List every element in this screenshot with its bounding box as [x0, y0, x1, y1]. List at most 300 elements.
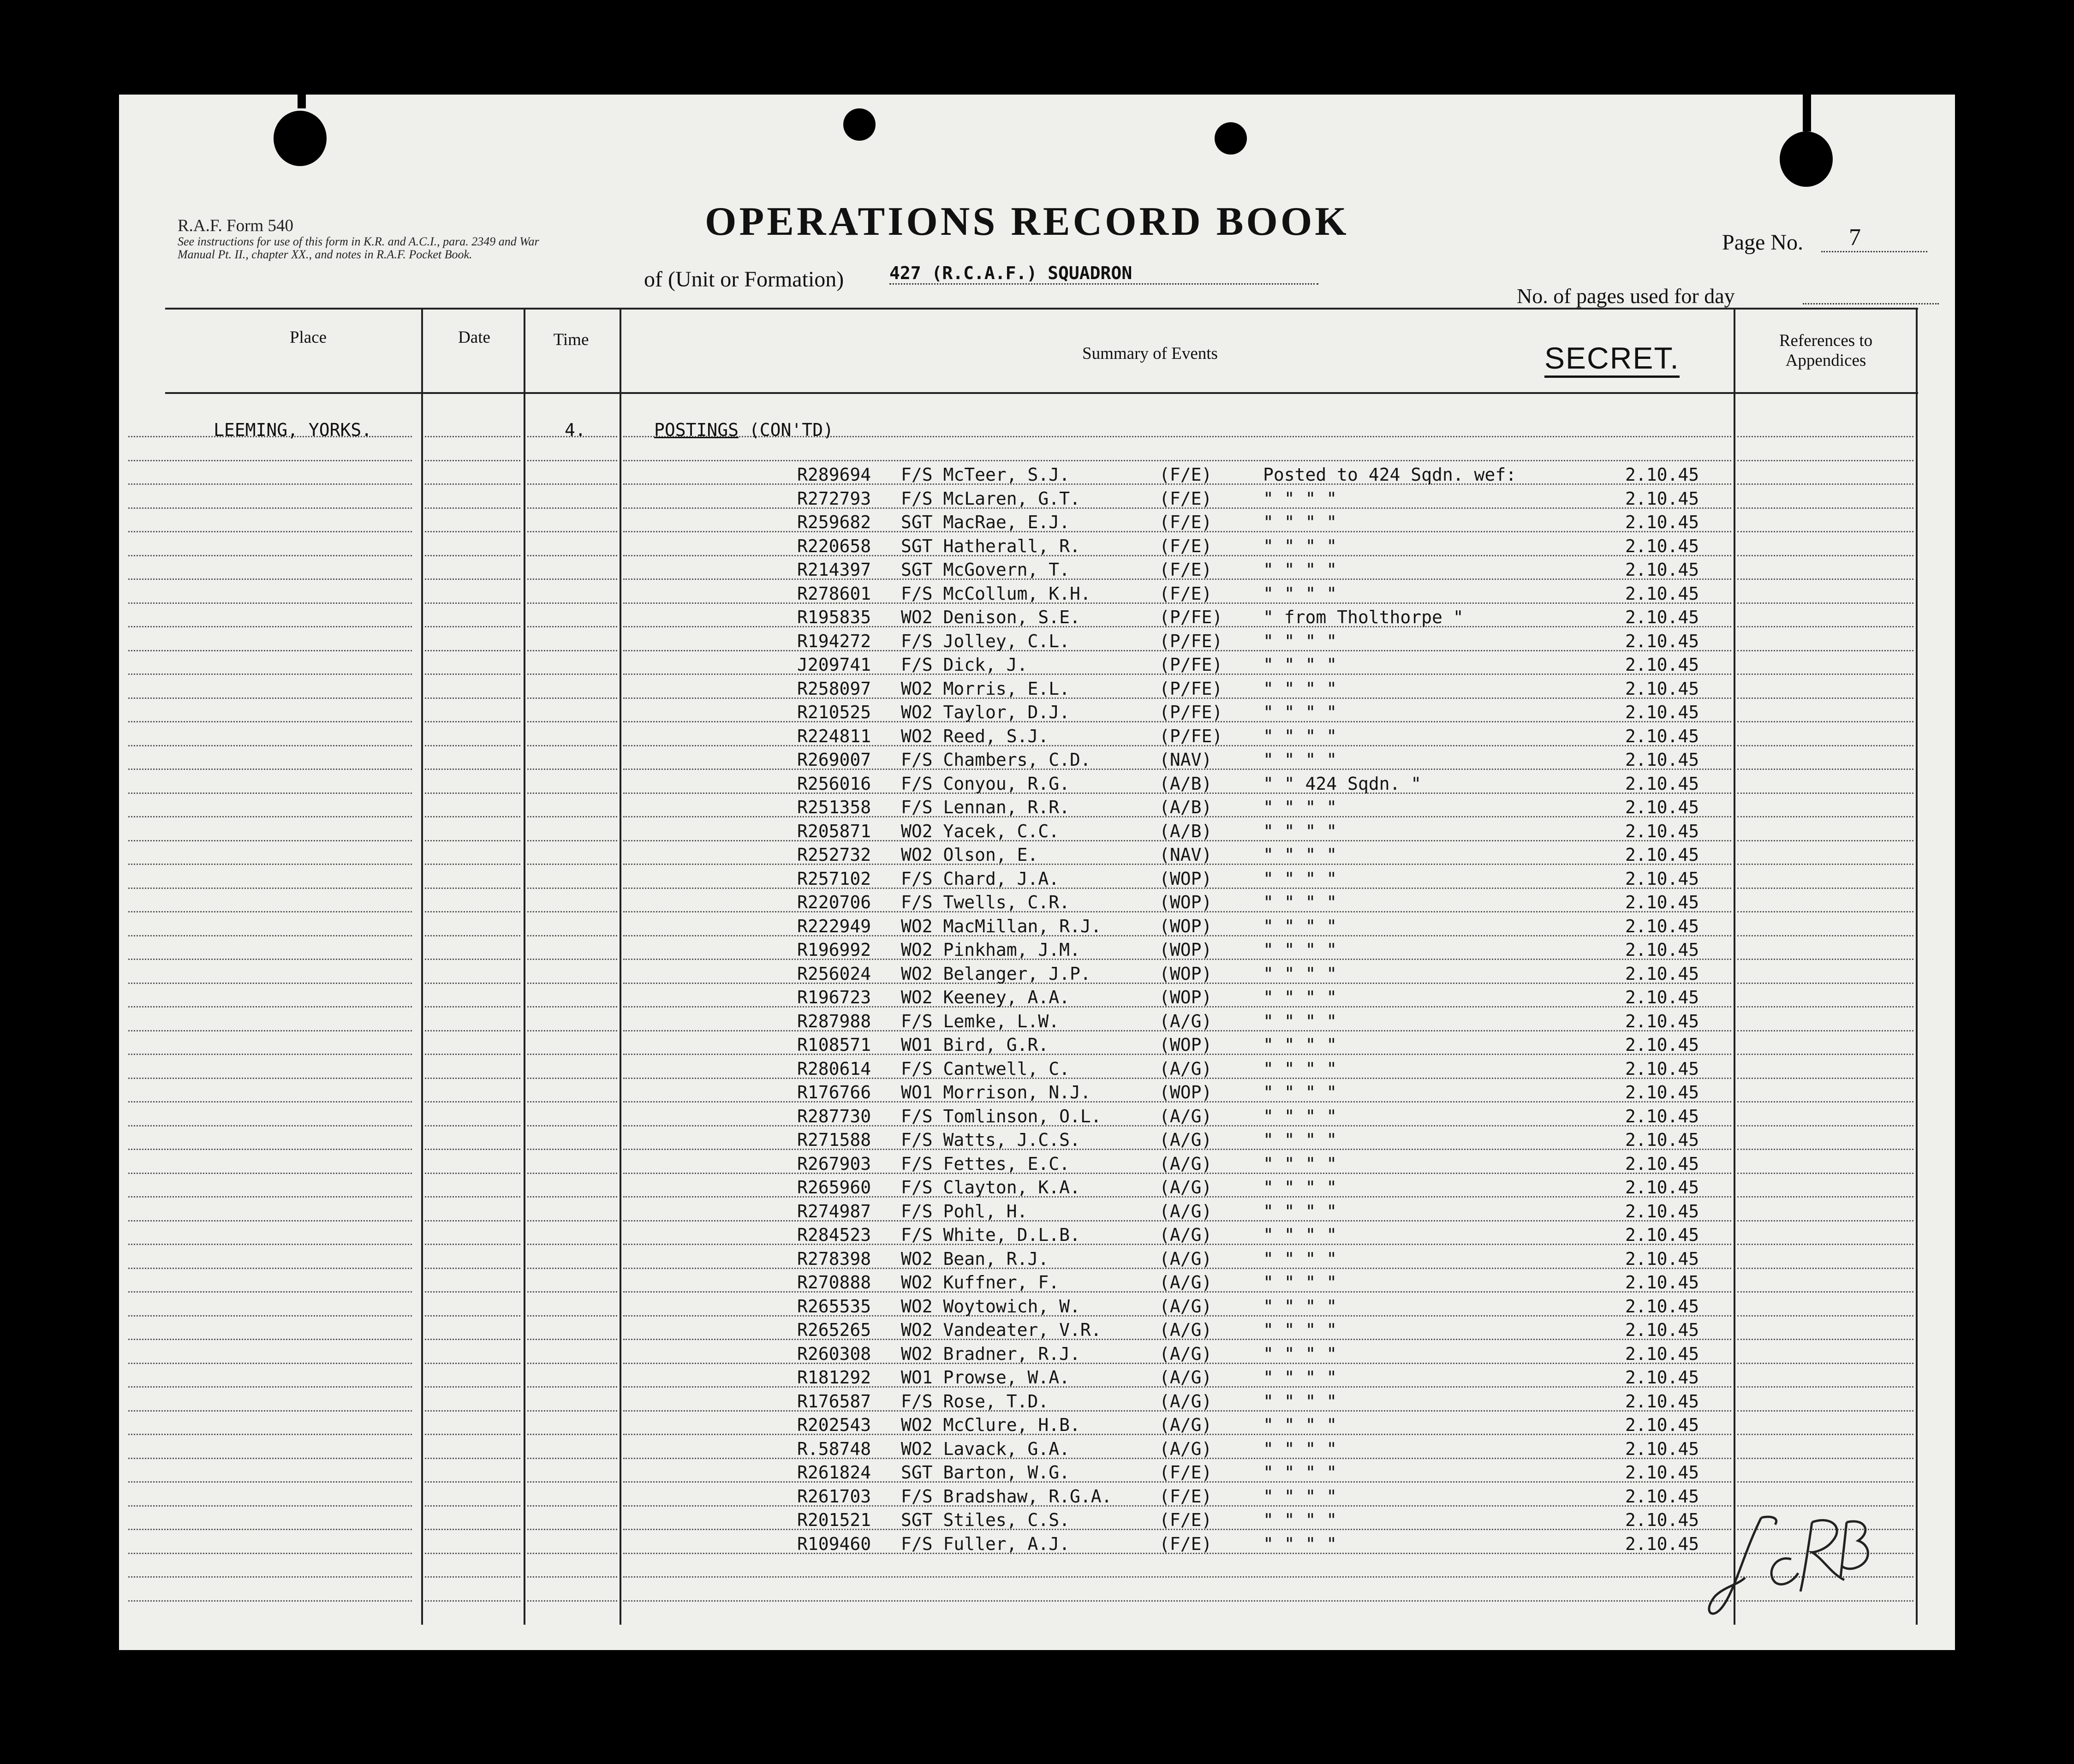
- posting-name: WO2 Pinkham, J.M.: [901, 940, 1080, 960]
- posting-note: " from Tholthorpe ": [1263, 607, 1464, 627]
- ruled-line: [128, 816, 412, 817]
- ruled-line: [128, 650, 412, 651]
- posting-note: " " " ": [1263, 940, 1337, 960]
- ruled-line: [527, 1149, 617, 1150]
- page-title: OPERATIONS RECORD BOOK: [705, 199, 1349, 244]
- ruled-line: [623, 1600, 1731, 1602]
- ruled-line: [527, 1173, 617, 1174]
- ruled-line: [425, 888, 520, 889]
- ruled-line: [425, 1505, 520, 1507]
- posting-name: WO2 Belanger, J.P.: [901, 964, 1091, 984]
- summary-references-divider: [1734, 308, 1735, 1625]
- posting-name: F/S McTeer, S.J.: [901, 465, 1070, 485]
- posting-service-number: R194272: [797, 631, 871, 651]
- posting-date: 2.10.45: [1625, 987, 1699, 1007]
- posting-note: " " " ": [1263, 1011, 1337, 1031]
- posting-trade: (P/FE): [1159, 679, 1223, 699]
- ruled-line: [425, 507, 520, 509]
- ruled-line: [1737, 673, 1913, 675]
- posting-service-number: R267903: [797, 1154, 871, 1174]
- ruled-line: [1737, 460, 1913, 461]
- posting-service-number: R222949: [797, 916, 871, 936]
- ruled-line: [128, 935, 412, 936]
- posting-date: 2.10.45: [1625, 1154, 1699, 1174]
- posting-date: 2.10.45: [1625, 1486, 1699, 1507]
- posting-date: 2.10.45: [1625, 821, 1699, 841]
- posting-note: " " " ": [1263, 821, 1337, 841]
- posting-date: 2.10.45: [1625, 702, 1699, 722]
- posting-trade: (A/G): [1159, 1130, 1212, 1150]
- posting-service-number: R.58748: [797, 1439, 871, 1459]
- column-header-summary: Summary of Events: [1082, 344, 1218, 363]
- posting-date: 2.10.45: [1625, 1059, 1699, 1079]
- ruled-line: [425, 626, 520, 627]
- posting-name: SGT Stiles, C.S.: [901, 1510, 1070, 1530]
- posting-name: SGT Hatherall, R.: [901, 536, 1080, 556]
- posting-service-number: R201521: [797, 1510, 871, 1530]
- posting-note: " " " ": [1263, 1391, 1337, 1412]
- ruled-line: [425, 1078, 520, 1079]
- ruled-line: [128, 840, 412, 841]
- posting-service-number: R176766: [797, 1082, 871, 1102]
- ruled-line: [527, 555, 617, 556]
- ruled-line: [527, 840, 617, 841]
- posting-service-number: R260308: [797, 1344, 871, 1364]
- ruled-line: [425, 1268, 520, 1269]
- posting-date: 2.10.45: [1625, 797, 1699, 817]
- ruled-line: [1737, 436, 1913, 437]
- posting-date: 2.10.45: [1625, 1035, 1699, 1055]
- ruled-line: [425, 436, 520, 437]
- ruled-line: [623, 1576, 1731, 1578]
- posting-date: 2.10.45: [1625, 679, 1699, 699]
- ruled-line: [128, 1410, 412, 1412]
- header-top-rule: [165, 308, 1918, 310]
- ruled-line: [425, 1458, 520, 1459]
- ruled-line: [128, 626, 412, 627]
- ruled-line: [1737, 1149, 1913, 1150]
- posting-date: 2.10.45: [1625, 1415, 1699, 1435]
- ruled-line: [527, 1291, 617, 1293]
- ruled-line: [1737, 864, 1913, 865]
- ruled-line: [1737, 650, 1913, 651]
- ruled-line: [1737, 1458, 1913, 1459]
- posting-note: " " " ": [1263, 869, 1337, 889]
- ruled-line: [623, 460, 1731, 461]
- ruled-line: [425, 602, 520, 604]
- punch-hole-center-left: [843, 108, 876, 141]
- ruled-line: [425, 531, 520, 532]
- ruled-line: [527, 1078, 617, 1079]
- posting-name: WO2 Olson, E.: [901, 845, 1038, 865]
- posting-date: 2.10.45: [1625, 1534, 1699, 1554]
- posting-trade: (F/E): [1159, 584, 1212, 604]
- ruled-line: [527, 578, 617, 580]
- posting-service-number: R196723: [797, 987, 871, 1007]
- posting-date: 2.10.45: [1625, 1462, 1699, 1483]
- posting-note: " " " ": [1263, 1367, 1337, 1388]
- posting-service-number: R196992: [797, 940, 871, 960]
- posting-trade: (A/B): [1159, 797, 1212, 817]
- time-summary-divider: [620, 308, 621, 1625]
- ruled-line: [1737, 578, 1913, 580]
- ruled-line: [128, 1291, 412, 1293]
- ruled-line: [527, 1196, 617, 1198]
- ruled-line: [425, 673, 520, 675]
- posting-name: WO1 Bird, G.R.: [901, 1035, 1049, 1055]
- posting-name: WO1 Morrison, N.J.: [901, 1082, 1091, 1102]
- ruled-line: [128, 1505, 412, 1507]
- ruled-line: [1737, 888, 1913, 889]
- posting-name: F/S Chambers, C.D.: [901, 750, 1091, 770]
- posting-service-number: J209741: [797, 655, 871, 675]
- ruled-line: [425, 769, 520, 770]
- ruled-line: [425, 1363, 520, 1364]
- ruled-line: [128, 578, 412, 580]
- posting-note: " " 424 Sqdn. ": [1263, 774, 1422, 794]
- posting-name: F/S Lennan, R.R.: [901, 797, 1070, 817]
- posting-date: 2.10.45: [1625, 1201, 1699, 1222]
- posting-date: 2.10.45: [1625, 1177, 1699, 1198]
- posting-service-number: R251358: [797, 797, 871, 817]
- ruled-line: [425, 1529, 520, 1530]
- ruled-line: [1737, 1291, 1913, 1293]
- posting-service-number: R265960: [797, 1177, 871, 1198]
- ruled-line: [425, 578, 520, 580]
- posting-service-number: R257102: [797, 869, 871, 889]
- posting-trade: (WOP): [1159, 987, 1212, 1007]
- ruled-line: [425, 1434, 520, 1435]
- ruled-line: [1737, 769, 1913, 770]
- punch-hole-slot-right: [1803, 95, 1811, 131]
- posting-service-number: R210525: [797, 702, 871, 722]
- ruled-line: [527, 816, 617, 817]
- ruled-line: [527, 1458, 617, 1459]
- ruled-line: [1737, 959, 1913, 960]
- posting-service-number: R220658: [797, 536, 871, 556]
- ruled-line: [425, 1553, 520, 1554]
- posting-trade: (A/G): [1159, 1154, 1212, 1174]
- posting-name: F/S Pohl, H.: [901, 1201, 1028, 1222]
- ruled-line: [128, 1339, 412, 1340]
- posting-note: " " " ": [1263, 1106, 1337, 1126]
- record-sheet: [119, 95, 1955, 1650]
- ruled-line: [425, 1006, 520, 1007]
- posting-date: 2.10.45: [1625, 1106, 1699, 1126]
- ruled-line: [128, 1576, 412, 1578]
- posting-trade: (P/FE): [1159, 655, 1223, 675]
- posting-note: " " " ": [1263, 1201, 1337, 1222]
- posting-service-number: R265265: [797, 1320, 871, 1340]
- ruled-line: [128, 1125, 412, 1126]
- punch-hole-left: [274, 111, 327, 166]
- posting-date: 2.10.45: [1625, 1439, 1699, 1459]
- ruled-line: [527, 1220, 617, 1222]
- ruled-line: [527, 864, 617, 865]
- posting-name: F/S Jolley, C.L.: [901, 631, 1070, 651]
- ruled-line: [1737, 1268, 1913, 1269]
- posting-name: F/S McLaren, G.T.: [901, 489, 1080, 509]
- posting-trade: (A/G): [1159, 1272, 1212, 1293]
- posting-trade: (A/G): [1159, 1367, 1212, 1388]
- ruled-line: [1737, 1410, 1913, 1412]
- ruled-line: [425, 911, 520, 912]
- ruled-line: [425, 1481, 520, 1483]
- posting-service-number: R224811: [797, 726, 871, 746]
- ruled-line: [128, 983, 412, 984]
- posting-date: 2.10.45: [1625, 560, 1699, 580]
- ruled-line: [527, 1244, 617, 1245]
- posting-trade: (P/FE): [1159, 726, 1223, 746]
- posting-note: " " " ": [1263, 584, 1337, 604]
- posting-trade: (A/G): [1159, 1059, 1212, 1079]
- ruled-line: [1737, 1434, 1913, 1435]
- ruled-line: [527, 673, 617, 675]
- ruled-line: [425, 1101, 520, 1102]
- posting-trade: (A/G): [1159, 1106, 1212, 1126]
- posting-name: F/S Watts, J.C.S.: [901, 1130, 1080, 1150]
- posting-note: " " " ": [1263, 987, 1337, 1007]
- ruled-line: [425, 816, 520, 817]
- posting-note: " " " ": [1263, 1130, 1337, 1150]
- posting-trade: (P/FE): [1159, 607, 1223, 627]
- posting-note: " " " ": [1263, 1296, 1337, 1317]
- posting-name: SGT MacRae, E.J.: [901, 512, 1070, 532]
- posting-date: 2.10.45: [1625, 536, 1699, 556]
- posting-note: " " " ": [1263, 916, 1337, 936]
- posting-trade: (A/G): [1159, 1439, 1212, 1459]
- ruled-line: [527, 626, 617, 627]
- ruled-line: [425, 840, 520, 841]
- posting-date: 2.10.45: [1625, 1296, 1699, 1317]
- posting-date: 2.10.45: [1625, 465, 1699, 485]
- posting-date: 2.10.45: [1625, 1130, 1699, 1150]
- posting-name: F/S Fettes, E.C.: [901, 1154, 1070, 1174]
- ruled-line: [527, 935, 617, 936]
- posting-service-number: R274987: [797, 1201, 871, 1222]
- ruled-line: [128, 793, 412, 794]
- ruled-line: [1737, 1125, 1913, 1126]
- ruled-line: [128, 1268, 412, 1269]
- signature-initials: [1706, 1504, 1877, 1624]
- posting-name: WO2 Reed, S.J.: [901, 726, 1049, 746]
- ruled-line: [527, 1505, 617, 1507]
- ruled-line: [128, 673, 412, 675]
- posting-name: WO2 McClure, H.B.: [901, 1415, 1080, 1435]
- ruled-line: [527, 1481, 617, 1483]
- page-number-label: Page No.: [1722, 230, 1803, 255]
- posting-service-number: R195835: [797, 607, 871, 627]
- posting-service-number: R280614: [797, 1059, 871, 1079]
- ruled-line: [1737, 531, 1913, 532]
- ruled-line: [1737, 626, 1913, 627]
- ruled-line: [527, 721, 617, 722]
- posting-name: WO2 Yacek, C.C.: [901, 821, 1060, 841]
- posting-name: F/S Tomlinson, O.L.: [901, 1106, 1102, 1126]
- ruled-line: [128, 1386, 412, 1388]
- punch-hole-right: [1780, 131, 1833, 187]
- posting-service-number: R252732: [797, 845, 871, 865]
- posting-trade: (F/E): [1159, 1534, 1212, 1554]
- posting-service-number: R202543: [797, 1415, 871, 1435]
- ruled-line: [1737, 1006, 1913, 1007]
- posting-date: 2.10.45: [1625, 1011, 1699, 1031]
- ruled-line: [527, 1434, 617, 1435]
- posting-name: WO2 Bean, R.J.: [901, 1249, 1049, 1269]
- ruled-line: [527, 1576, 617, 1578]
- classification-stamp: SECRET.: [1544, 340, 1680, 378]
- posting-name: WO2 Keeney, A.A.: [901, 987, 1070, 1007]
- posting-trade: (F/E): [1159, 1462, 1212, 1483]
- punch-hole-slot-left: [298, 95, 306, 108]
- posting-date: 2.10.45: [1625, 869, 1699, 889]
- posting-note: " " " ": [1263, 750, 1337, 770]
- posting-name: SGT McGovern, T.: [901, 560, 1070, 580]
- posting-service-number: R284523: [797, 1225, 871, 1245]
- posting-note: " " " ": [1263, 845, 1337, 865]
- ruled-line: [527, 1006, 617, 1007]
- posting-service-number: R258097: [797, 679, 871, 699]
- posting-trade: (A/G): [1159, 1225, 1212, 1245]
- posting-service-number: R265535: [797, 1296, 871, 1317]
- ruled-line: [1737, 697, 1913, 699]
- posting-date: 2.10.45: [1625, 1367, 1699, 1388]
- posting-name: SGT Barton, W.G.: [901, 1462, 1070, 1483]
- ruled-line: [527, 1600, 617, 1602]
- ruled-line: [425, 460, 520, 461]
- ruled-line: [1737, 1101, 1913, 1102]
- posting-service-number: R289694: [797, 465, 871, 485]
- ruled-line: [425, 1386, 520, 1388]
- unit-label: of (Unit or Formation): [644, 267, 844, 292]
- posting-service-number: R256016: [797, 774, 871, 794]
- ruled-line: [527, 507, 617, 509]
- posting-service-number: R176587: [797, 1391, 871, 1412]
- posting-trade: (A/G): [1159, 1201, 1212, 1222]
- ruled-line: [128, 1220, 412, 1222]
- posting-date: 2.10.45: [1625, 512, 1699, 532]
- posting-note: " " " ": [1263, 1486, 1337, 1507]
- ruled-line: [1737, 793, 1913, 794]
- ruled-line: [128, 1434, 412, 1435]
- posting-note: " " " ": [1263, 726, 1337, 746]
- ruled-line: [1737, 983, 1913, 984]
- ruled-line: [527, 1410, 617, 1412]
- posting-date: 2.10.45: [1625, 964, 1699, 984]
- ruled-line: [425, 1410, 520, 1412]
- posting-note: " " " ": [1263, 1082, 1337, 1102]
- pages-used-value: [1803, 287, 1939, 304]
- ruled-line: [425, 1339, 520, 1340]
- posting-name: F/S Fuller, A.J.: [901, 1534, 1070, 1554]
- posting-service-number: R272793: [797, 489, 871, 509]
- ruled-line: [425, 935, 520, 936]
- ruled-line: [1737, 1386, 1913, 1388]
- ruled-line: [1737, 555, 1913, 556]
- ruled-line: [1737, 721, 1913, 722]
- ruled-line: [128, 1481, 412, 1483]
- ruled-line: [1737, 911, 1913, 912]
- posting-note: " " " ": [1263, 536, 1337, 556]
- posting-service-number: R261703: [797, 1486, 871, 1507]
- column-header-references: References to Appendices: [1779, 331, 1873, 370]
- posting-trade: (F/E): [1159, 465, 1212, 485]
- posting-note: " " " ": [1263, 560, 1337, 580]
- ruled-line: [128, 1363, 412, 1364]
- posting-service-number: R259682: [797, 512, 871, 532]
- posting-trade: (A/G): [1159, 1296, 1212, 1317]
- column-header-place: Place: [289, 328, 327, 347]
- posting-note: " " " ": [1263, 702, 1337, 722]
- posting-trade: (A/G): [1159, 1177, 1212, 1198]
- posting-name: WO2 Kuffner, F.: [901, 1272, 1060, 1293]
- ruled-line: [128, 1553, 412, 1554]
- posting-name: WO2 Vandeater, V.R.: [901, 1320, 1102, 1340]
- ruled-line: [527, 1529, 617, 1530]
- ruled-line: [1737, 1173, 1913, 1174]
- ruled-line: [128, 602, 412, 604]
- posting-name: F/S White, D.L.B.: [901, 1225, 1080, 1245]
- posting-date: 2.10.45: [1625, 774, 1699, 794]
- posting-name: WO2 Denison, S.E.: [901, 607, 1080, 627]
- posting-date: 2.10.45: [1625, 916, 1699, 936]
- posting-name: F/S Bradshaw, R.G.A.: [901, 1486, 1112, 1507]
- header-bottom-rule: [165, 392, 1918, 394]
- posting-date: 2.10.45: [1625, 1344, 1699, 1364]
- posting-note: " " " ": [1263, 1510, 1337, 1530]
- posting-service-number: R220706: [797, 892, 871, 912]
- posting-note: " " " ": [1263, 489, 1337, 509]
- posting-trade: (A/B): [1159, 821, 1212, 841]
- posting-trade: (A/G): [1159, 1391, 1212, 1412]
- ruled-line: [128, 1054, 412, 1055]
- posting-note: " " " ": [1263, 892, 1337, 912]
- ruled-line: [128, 1030, 412, 1031]
- ruled-line: [425, 1315, 520, 1317]
- time-entry: 4.: [565, 420, 586, 440]
- posting-trade: (A/G): [1159, 1011, 1212, 1031]
- posting-trade: (F/E): [1159, 536, 1212, 556]
- posting-name: F/S Rose, T.D.: [901, 1391, 1049, 1412]
- ruled-line: [527, 1553, 617, 1554]
- ruled-line: [128, 531, 412, 532]
- posting-note: " " " ": [1263, 1249, 1337, 1269]
- posting-date: 2.10.45: [1625, 845, 1699, 865]
- ruled-line: [1737, 1030, 1913, 1031]
- pages-used-label: No. of pages used for day: [1517, 284, 1735, 308]
- ruled-line: [128, 1458, 412, 1459]
- ruled-line: [128, 1006, 412, 1007]
- ruled-line: [128, 1529, 412, 1530]
- posting-trade: (WOP): [1159, 964, 1212, 984]
- posting-name: F/S Clayton, K.A.: [901, 1177, 1080, 1198]
- posting-note: " " " ": [1263, 1272, 1337, 1293]
- posting-note: " " " ": [1263, 1154, 1337, 1174]
- posting-note: " " " ": [1263, 1225, 1337, 1245]
- posting-trade: (P/FE): [1159, 631, 1223, 651]
- unit-value: 427 (R.C.A.F.) SQUADRON: [889, 263, 1318, 285]
- ruled-line: [128, 911, 412, 912]
- posting-service-number: R269007: [797, 750, 871, 770]
- posting-trade: (A/G): [1159, 1249, 1212, 1269]
- posting-service-number: R109460: [797, 1534, 871, 1554]
- ruled-line: [128, 697, 412, 699]
- posting-name: F/S Twells, C.R.: [901, 892, 1070, 912]
- posting-date: 2.10.45: [1625, 655, 1699, 675]
- posting-name: WO2 Bradner, R.J.: [901, 1344, 1080, 1364]
- posting-trade: (A/B): [1159, 774, 1212, 794]
- posting-note: " " " ": [1263, 797, 1337, 817]
